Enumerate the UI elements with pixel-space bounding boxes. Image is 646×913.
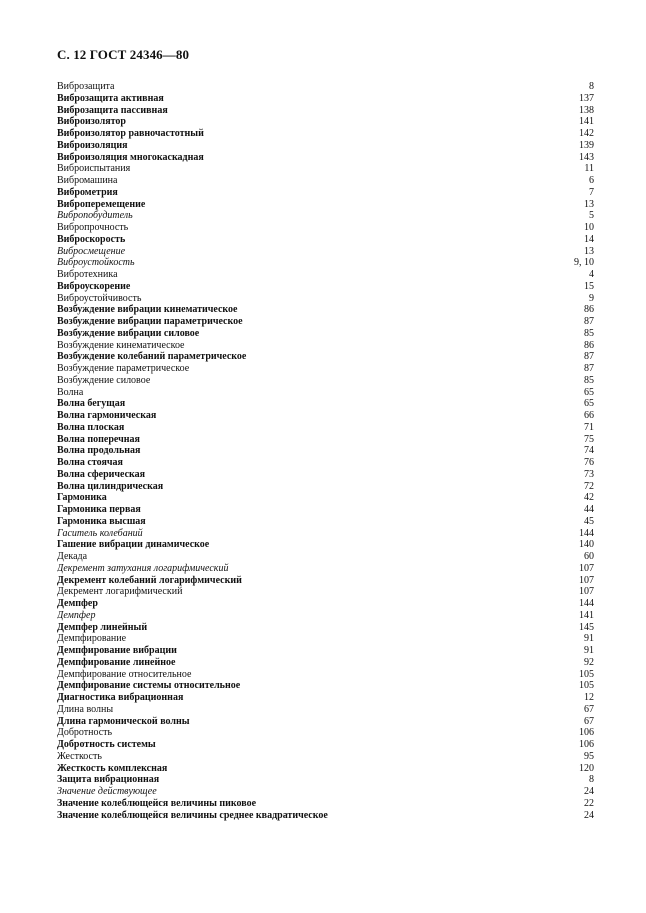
index-term: Добротность xyxy=(57,727,113,739)
index-entry xyxy=(57,469,594,481)
index-term: Гаситель колебаний xyxy=(57,527,143,539)
index-term: Декремент колебаний логарифмический xyxy=(57,574,242,586)
index-page-number: 8 xyxy=(589,81,594,92)
index-term: Виброизолятор равночастотный xyxy=(57,128,204,139)
index-page-number: 5 xyxy=(589,210,594,222)
index-term: Виброзащита пассивная xyxy=(57,104,168,116)
index-entry xyxy=(57,680,594,692)
index-page-number: 145 xyxy=(579,621,594,633)
index-term: Виброперемещение xyxy=(57,198,146,210)
index-term: Волна бегущая xyxy=(57,398,126,410)
index-page-number: 24 xyxy=(584,786,594,797)
index-entry xyxy=(57,434,594,446)
index-term: Декада xyxy=(57,551,88,562)
index-entry xyxy=(57,328,594,340)
index-page-number: 15 xyxy=(584,280,594,292)
index-page-number: 105 xyxy=(579,680,594,692)
index-entry xyxy=(57,798,594,810)
index-page-number: 141 xyxy=(579,609,594,621)
index-page-number: 86 xyxy=(584,339,594,351)
index-term: Возбуждение параметрическое xyxy=(57,363,190,374)
index-term: Жесткость комплексная xyxy=(57,762,168,774)
index-entry xyxy=(57,398,594,410)
index-entry xyxy=(57,692,594,704)
index-page-number: 139 xyxy=(579,139,594,151)
index-page-number: 12 xyxy=(584,692,594,703)
index-entry xyxy=(57,116,594,128)
index-term: Демпфер xyxy=(57,598,98,609)
index-term: Волна поперечная xyxy=(57,433,140,445)
index-page-number: 137 xyxy=(579,92,594,104)
index-term: Демпфирование xyxy=(57,633,127,645)
index-term: Виброзащита активная xyxy=(57,92,164,104)
index-term: Виброизолятор xyxy=(57,116,126,128)
index-entry xyxy=(57,410,594,422)
index-page-number: 60 xyxy=(584,551,594,562)
index-entry xyxy=(57,774,594,786)
index-page-number: 8 xyxy=(589,774,594,786)
index-entry xyxy=(57,669,594,681)
index-page-number: 87 xyxy=(584,316,594,327)
index-term: Значение колеблющейся величины среднее квадратическое xyxy=(57,809,328,821)
index-entry xyxy=(57,105,594,117)
index-page-number: 91 xyxy=(584,633,594,645)
index-page-number: 144 xyxy=(579,527,594,539)
index-page-number: 4 xyxy=(589,269,594,280)
index-page-number: 86 xyxy=(584,304,594,316)
index-entry xyxy=(57,269,594,281)
index-term: Возбуждение вибрации кинематическое xyxy=(57,304,238,316)
index-page-number: 76 xyxy=(584,457,594,468)
index-entry xyxy=(57,727,594,739)
index-page-number: 14 xyxy=(584,233,594,245)
index-entry xyxy=(57,387,594,399)
index-term: Добротность системы xyxy=(57,739,156,750)
page-header: С. 12 ГОСТ 24346—80 xyxy=(57,47,190,62)
index-term: Виброскорость xyxy=(57,233,126,245)
index-term: Гармоника высшая xyxy=(57,515,146,527)
index-entry xyxy=(57,563,594,575)
index-term: Виброметрия xyxy=(57,186,118,198)
index-term: Демпфирование системы относительное xyxy=(57,680,241,692)
index-page-number: 45 xyxy=(584,515,594,527)
index-entry xyxy=(57,140,594,152)
index-entry xyxy=(57,575,594,587)
index-page-number: 10 xyxy=(584,222,594,233)
index-entry xyxy=(57,293,594,305)
index-page-number: 95 xyxy=(584,750,594,762)
index-page-number: 67 xyxy=(584,715,594,727)
index-page-number: 11 xyxy=(584,163,594,175)
index-entry xyxy=(57,222,594,234)
index-term: Вибропрочность xyxy=(57,222,129,233)
index-term: Волна продольная xyxy=(57,445,141,457)
index-page-number: 107 xyxy=(579,562,594,574)
index-term: Вибросмещение xyxy=(57,245,126,257)
index-page-number: 75 xyxy=(584,433,594,445)
index-term: Демпфер xyxy=(57,609,96,621)
index-term: Виброизоляция xyxy=(57,139,128,151)
index-term: Длина волны xyxy=(57,703,114,715)
index-entry xyxy=(57,351,594,363)
index-entry xyxy=(57,375,594,387)
index-page-number: 7 xyxy=(589,186,594,198)
index-page-number: 87 xyxy=(584,351,594,363)
index-term: Возбуждение колебаний параметрическое xyxy=(57,351,247,363)
index-term: Виброиспытания xyxy=(57,163,131,175)
index-page-number: 66 xyxy=(584,410,594,421)
index-entry xyxy=(57,610,594,622)
index-entry xyxy=(57,257,594,269)
index-term: Возбуждение вибрации параметрическое xyxy=(57,316,243,327)
index-entry xyxy=(57,528,594,540)
index-term: Демпфирование линейное xyxy=(57,656,176,668)
index-page-number: 9, 10 xyxy=(574,257,594,269)
index-page-number: 87 xyxy=(584,363,594,374)
index-term: Вибромашина xyxy=(57,175,118,186)
index-entry xyxy=(57,340,594,352)
index-term: Гашение вибрации динамическое xyxy=(57,539,210,551)
index-entry xyxy=(57,246,594,258)
index-page-number: 140 xyxy=(579,539,594,551)
index-term: Жесткость xyxy=(57,750,102,762)
index-term: Волна стоячая xyxy=(57,457,123,468)
index-term: Защита вибрационная xyxy=(57,774,160,786)
index-term: Значение действующее xyxy=(57,786,157,797)
index-entry xyxy=(57,716,594,728)
index-page-number: 106 xyxy=(579,727,594,739)
index-entry xyxy=(57,187,594,199)
index-term: Значение колеблющейся величины пиковое xyxy=(57,797,257,809)
index-term: Диагностика вибрационная xyxy=(57,692,184,703)
index-term: Гармоника первая xyxy=(57,504,141,515)
index-page-number: 71 xyxy=(584,421,594,433)
index-entry xyxy=(57,492,594,504)
index-entry xyxy=(57,281,594,293)
index-page-number: 141 xyxy=(579,116,594,128)
index-term: Виброзащита xyxy=(57,81,115,92)
index-entry xyxy=(57,810,594,822)
index-entry xyxy=(57,739,594,751)
index-page-number: 107 xyxy=(579,586,594,598)
index-entry xyxy=(57,481,594,493)
index-entry xyxy=(57,81,594,93)
index-term: Возбуждение силовое xyxy=(57,374,151,386)
index-term: Волна сферическая xyxy=(57,468,146,480)
index-page-number: 67 xyxy=(584,703,594,715)
index-entry xyxy=(57,93,594,105)
index-term: Демпфирование вибрации xyxy=(57,645,177,656)
index-term: Волна xyxy=(57,386,84,398)
index-page-number: 142 xyxy=(579,128,594,139)
index-page-number: 42 xyxy=(584,492,594,504)
index-page-number: 44 xyxy=(584,504,594,515)
index-entry xyxy=(57,633,594,645)
index-term: Волна гармоническая xyxy=(57,410,157,421)
index-entry xyxy=(57,645,594,657)
index-page-number: 24 xyxy=(584,809,594,821)
index-page-number: 120 xyxy=(579,762,594,774)
index-entry xyxy=(57,210,594,222)
index-page-number: 65 xyxy=(584,386,594,398)
index-page-number: 73 xyxy=(584,468,594,480)
index-term: Демпфер линейный xyxy=(57,621,148,633)
index-term: Демпфирование относительное xyxy=(57,668,192,680)
index-entry xyxy=(57,786,594,798)
index-page-number: 9 xyxy=(589,292,594,304)
index-page-number: 22 xyxy=(584,797,594,809)
index-page-number: 107 xyxy=(579,574,594,586)
index-page-number: 138 xyxy=(579,104,594,116)
index-page-number: 65 xyxy=(584,398,594,410)
index-term: Виброускорение xyxy=(57,280,131,292)
index-term: Вибропобудитель xyxy=(57,210,133,222)
index-entry xyxy=(57,316,594,328)
index-entry xyxy=(57,516,594,528)
index-entry xyxy=(57,586,594,598)
index-entry xyxy=(57,504,594,516)
index-page-number: 85 xyxy=(584,374,594,386)
index-entry xyxy=(57,363,594,375)
index-term: Виброизоляция многокаскадная xyxy=(57,151,204,163)
index-term: Длина гармонической волны xyxy=(57,715,190,727)
index-term: Волна плоская xyxy=(57,421,125,433)
index-page-number: 143 xyxy=(579,151,594,163)
term-index-list xyxy=(57,81,594,821)
index-entry xyxy=(57,199,594,211)
index-term: Декремент логарифмический xyxy=(57,586,183,598)
index-entry xyxy=(57,704,594,716)
index-page-number: 6 xyxy=(589,175,594,186)
index-page-number: 74 xyxy=(584,445,594,457)
index-entry xyxy=(57,128,594,140)
index-entry xyxy=(57,234,594,246)
index-page-number: 105 xyxy=(579,668,594,680)
index-term: Виброустойчивость xyxy=(57,292,142,304)
index-term: Вибротехника xyxy=(57,269,118,280)
index-page-number: 144 xyxy=(579,598,594,609)
index-entry xyxy=(57,598,594,610)
index-entry xyxy=(57,751,594,763)
index-page-number: 72 xyxy=(584,480,594,492)
index-term: Возбуждение вибрации силовое xyxy=(57,327,200,339)
index-term: Возбуждение кинематическое xyxy=(57,339,185,351)
index-entry xyxy=(57,445,594,457)
index-entry xyxy=(57,152,594,164)
index-entry xyxy=(57,763,594,775)
index-term: Волна цилиндрическая xyxy=(57,480,164,492)
index-entry xyxy=(57,304,594,316)
index-page-number: 85 xyxy=(584,327,594,339)
index-page-number: 91 xyxy=(584,645,594,656)
index-page-number: 13 xyxy=(584,245,594,257)
index-term: Виброустойкость xyxy=(57,257,135,269)
index-entry xyxy=(57,175,594,187)
index-entry xyxy=(57,422,594,434)
index-entry xyxy=(57,622,594,634)
index-entry xyxy=(57,539,594,551)
index-entry xyxy=(57,163,594,175)
index-term: Декремент затухания логарифмический xyxy=(57,562,229,574)
index-entry xyxy=(57,551,594,563)
index-entry xyxy=(57,657,594,669)
index-term: Гармоника xyxy=(57,492,107,504)
index-page-number: 92 xyxy=(584,656,594,668)
index-page-number: 13 xyxy=(584,198,594,210)
index-entry xyxy=(57,457,594,469)
index-page-number: 106 xyxy=(579,739,594,750)
